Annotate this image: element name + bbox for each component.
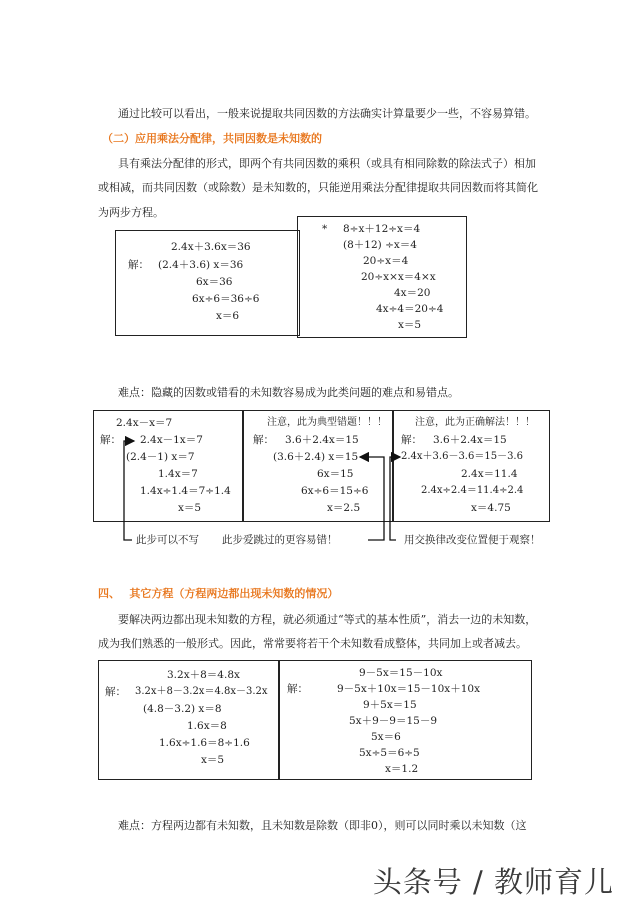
paragraph-line: 为两步方程。 xyxy=(98,206,164,219)
solve-label: 解： xyxy=(401,434,422,446)
watermark: 头条号 / 教师育儿 xyxy=(372,865,614,899)
callout-label: 用交换律改变位置便于观察！ xyxy=(404,534,541,546)
equation-line: 6x÷6＝36÷6 xyxy=(192,293,260,305)
solve-label: 解： xyxy=(287,683,308,695)
section-heading: 四、 其它方程（方程两边都出现未知数的情况） xyxy=(98,587,339,600)
equation-line: 3.6＋2.4x＝15 xyxy=(285,434,359,446)
solve-label: 解： xyxy=(128,259,149,271)
equation-line: (8＋12) ÷x＝4 xyxy=(343,239,417,251)
equation-line: (2.4－1) x＝7 xyxy=(126,451,195,463)
equation-line: 2.4x＋3.6x＝36 xyxy=(171,241,251,253)
equation-line: 4x÷4＝20÷4 xyxy=(376,303,444,315)
star-mark: * xyxy=(322,223,328,235)
difficulty-note: 难点：方程两边都有未知数，且未知数是除数（即非0），则可以同时乘以未知数（这 xyxy=(118,819,527,832)
difficulty-note: 难点：隐藏的因数或错看的未知数容易成为此类问题的难点和易错点。 xyxy=(118,386,459,399)
equation-line: 6x＝15 xyxy=(317,468,354,480)
equation-line: x＝5 xyxy=(178,502,202,514)
equation-line: 5x＋9－9＝15－9 xyxy=(349,715,438,727)
equation-line: (3.6＋2.4) x＝15 xyxy=(273,451,359,463)
equation-line: (2.4＋3.6) x＝36 xyxy=(158,259,244,271)
equation-line: 1.6x÷1.6＝8÷1.6 xyxy=(159,737,250,749)
equation-line: 2.4x－x＝7 xyxy=(116,417,173,429)
equation-line: 5x＝6 xyxy=(371,731,401,743)
equation-line: 2.4x÷2.4＝11.4÷2.4 xyxy=(421,485,524,496)
warning-note: 注意，此为正确解法！！！ xyxy=(415,417,535,428)
equation-line: 6x＝36 xyxy=(196,276,233,288)
solve-label: 解： xyxy=(253,434,274,446)
equation-line: 1.4x÷1.4＝7÷1.4 xyxy=(140,485,231,497)
example-box-7 xyxy=(278,660,532,780)
equation-line: 2.4x＝11.4 xyxy=(461,468,518,480)
equation-line: 1.4x＝7 xyxy=(158,468,198,480)
callout-label: 此步可以不写 xyxy=(136,534,199,546)
equation-line: x＝4.75 xyxy=(471,502,511,514)
equation-line: 2.4x＋3.6－3.6＝15－3.6 xyxy=(401,451,523,462)
intro-paragraph: 通过比较可以看出，一般来说提取共同因数的方法确实计算量要少一些，不容易算错。 xyxy=(118,107,536,120)
equation-line: 9－5x＋10x＝15－10x＋10x xyxy=(337,683,480,695)
section-heading: （二）应用乘法分配律，共同因数是未知数的 xyxy=(102,132,322,145)
example-box-6 xyxy=(98,660,280,780)
equation-line: 8÷x＋12÷x＝4 xyxy=(343,223,421,235)
equation-line: 20÷x＝4 xyxy=(363,255,409,267)
equation-line: x＝6 xyxy=(216,310,240,322)
callout-label: 此步爱跳过的更容易错！ xyxy=(222,534,338,546)
equation-line: 3.6＋2.4x＝15 xyxy=(433,434,507,446)
equation-line: x＝1.2 xyxy=(385,763,419,775)
equation-line: x＝2.5 xyxy=(327,502,361,514)
paragraph-line: 成为我们熟悉的一般形式。因此，常常要将若干个未知数看成整体，共同加上或者减去。 xyxy=(98,637,527,650)
equation-line: 9－5x＝15－10x xyxy=(359,667,443,679)
equation-line: 3.2x＋8－3.2x＝4.8x－3.2x xyxy=(135,686,268,697)
solve-label: 解： xyxy=(100,434,121,446)
equation-line: x＝5 xyxy=(398,319,422,331)
equation-line: 6x÷6＝15÷6 xyxy=(301,485,369,497)
equation-line: 9＋5x＝15 xyxy=(363,699,417,711)
equation-line: 1.6x＝8 xyxy=(187,720,227,732)
paragraph-line: 具有乘法分配律的形式，即两个有共同因数的乘积（或具有相同除数的除法式子）相加 xyxy=(118,157,536,170)
paragraph-line: 或相减，而共同因数（或除数）是未知数的，只能逆用乘法分配律提取共同因数而将其简化 xyxy=(98,181,538,194)
equation-line: x＝5 xyxy=(201,754,225,766)
warning-note: 注意，此为典型错题！！！ xyxy=(267,417,387,428)
solve-label: 解： xyxy=(105,686,126,698)
equation-line: (4.8－3.2) x＝8 xyxy=(143,703,222,715)
equation-line: 5x÷5＝6÷5 xyxy=(359,747,420,759)
equation-line: 20÷x×x＝4×x xyxy=(361,271,436,283)
equation-line: 4x＝20 xyxy=(394,287,431,299)
paragraph-line: 要解决两边都出现未知数的方程，就必须通过“等式的基本性质”，消去一边的未知数， xyxy=(118,613,537,626)
equation-line: 3.2x＋8＝4.8x xyxy=(167,669,240,681)
equation-line: 2.4x－1x＝7 xyxy=(140,434,203,446)
